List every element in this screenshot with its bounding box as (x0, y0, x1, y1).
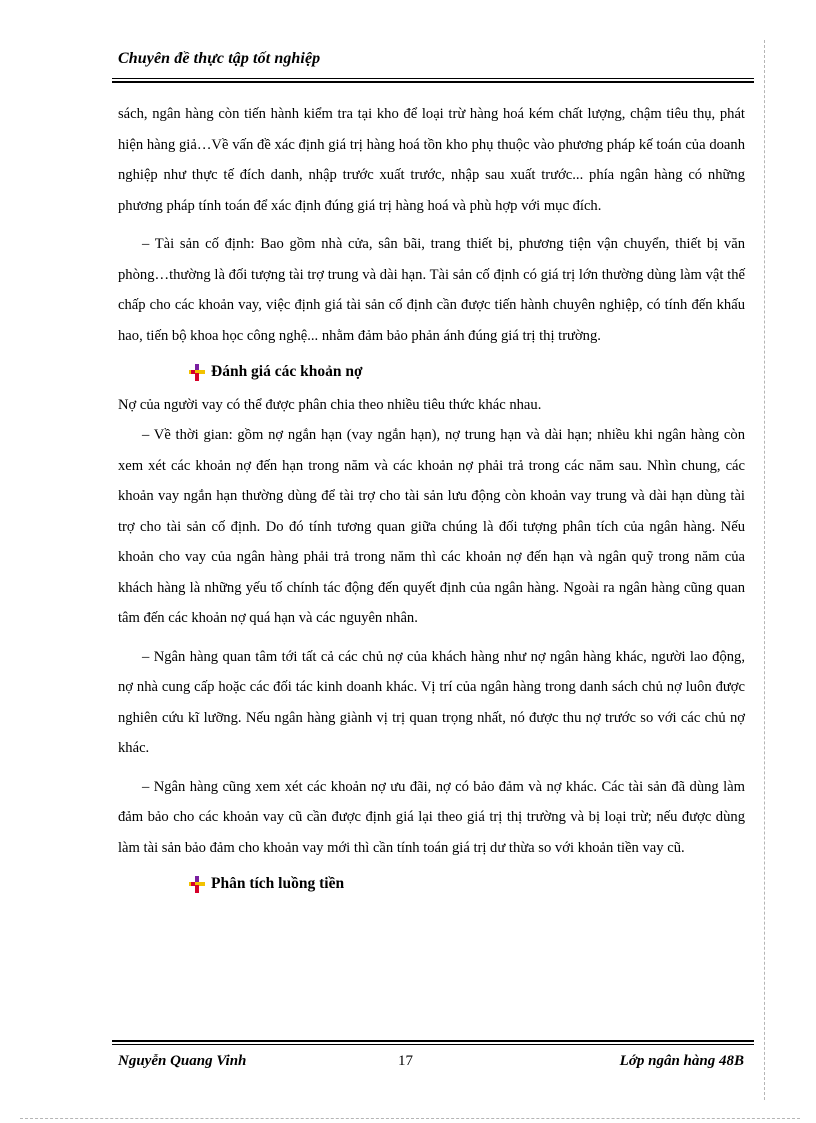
section-heading-cashflow-label: Phân tích luồng tiền (211, 875, 345, 892)
footer-author: Nguyễn Quang Vinh (118, 1053, 247, 1069)
paragraph-fixed-assets: – Tài sản cố định: Bao gồm nhà cửa, sân bãi, trang thiết bị, phương tiện vận chuyển, thiết bị văn phòng…thường là đối tượng tài trợ trung và dài hạn. Tài sản cố định có giá trị lớn thường dùng làm vật thế chấp cho các khoản vay, việc định giá tài sản cố định cần được tiến hành chuyên nghiệp, có tính đến khấu hao, tiến bộ khoa học công nghệ... nhằm đảm bảo phản ánh đúng giá trị thị trường. (118, 236, 745, 344)
paragraph-secured-debt: – Ngân hàng cũng xem xét các khoản nợ ưu đãi, nợ có bảo đảm và nợ khác. Các tài sản đã dùng làm đảm bảo cho các khoản vay cũ cần được định giá lại theo giá trị thị trường và bị loại trừ; nếu được dùng làm tài sản bảo đảm cho khoản vay mới thì cần tính toán giá trị dư thừa so với khoản tiền vay cũ. (118, 778, 745, 856)
footer-class-name: Lớp ngân hàng 48B (619, 1053, 744, 1069)
footer-rule (112, 1040, 754, 1045)
page-number: 17 (398, 1053, 413, 1069)
paragraph-creditors: – Ngân hàng quan tâm tới tất cả các chủ nợ của khách hàng như nợ ngân hàng khác, người lao động, nợ nhà cung cấp hoặc các đối tác kinh doanh khác. Vị trí của ngân hàng trong danh sách chủ nợ luôn được nghiên cứu kĩ lưỡng. Nếu ngân hàng giành vị trị quan trọng nhất, nó được thu nợ trước so với các chủ nợ khác. (118, 648, 745, 756)
pushpin-bullet-icon (189, 364, 205, 381)
section-heading-debt-label: Đánh giá các khoản nợ (211, 363, 363, 380)
header-title: Chuyên đề thực tập tốt nghiệp (118, 50, 321, 67)
header-rule (112, 78, 754, 83)
section-heading-debt (189, 357, 745, 388)
pushpin-bullet-icon (189, 876, 205, 893)
paragraph-debt-intro: Nợ của người vay có thể được phân chia theo nhiều tiêu thức khác nhau. (118, 396, 542, 413)
page-right-edge (764, 40, 765, 1100)
section-heading-cashflow (189, 869, 745, 900)
paragraph-debt-time: – Về thời gian: gồm nợ ngắn hạn (vay ngắn hạn), nợ trung hạn và dài hạn; nhiều khi ngân hàng còn xem xét các khoản nợ đến hạn trong năm và các khoản nợ phải trả trong các năm sau. Nhìn chung, các khoản vay ngắn hạn thường dùng để tài trợ cho tài sản lưu động còn khoản vay trung và dài hạn dùng tài trợ cho tài sản cố định. Do đó tính tương quan giữa chúng là đối tượng phân tích của ngân hàng. Nếu khoản cho vay của ngân hàng phải trả trong năm thì các khoản nợ đến hạn và ngân quỹ trong năm của khách hàng là những yếu tố chính tác động đến quyết định của ngân hàng. Ngoài ra ngân hàng cũng quan tâm đến các khoản nợ quá hạn và các nguyên nhân. (118, 427, 745, 626)
page-content (118, 99, 745, 902)
paragraph-inventory: sách, ngân hàng còn tiến hành kiểm tra tại kho để loại trừ hàng hoá kém chất lượng, chậm tiêu thụ, phát hiện hàng giả…Về vấn đề xác định giá trị hàng hoá tồn kho phụ thuộc vào phương pháp kế toán của doanh nghiệp như thực tế đích danh, nhập trước xuất trước, nhập sau xuất trước... phía ngân hàng có những phương pháp tính toán để xác định đúng giá trị hàng hoá và phù hợp với mục đích. (118, 106, 745, 214)
page-bottom-edge (20, 1118, 800, 1119)
